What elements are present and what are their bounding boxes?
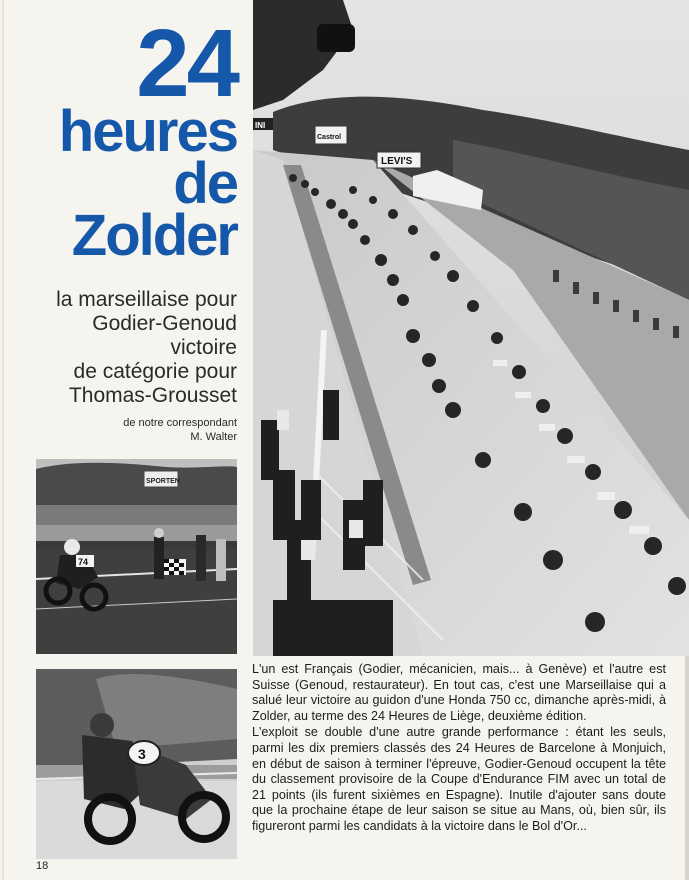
headline-word-zolder: Zolder bbox=[71, 203, 237, 268]
subtitle-line: la marseillaise pour bbox=[56, 288, 237, 311]
headline bbox=[58, 10, 237, 268]
subtitle-line: Thomas-Grousset bbox=[68, 384, 237, 407]
trackside-sign: SPORTEN bbox=[146, 478, 180, 485]
page-edge-left bbox=[2, 0, 4, 880]
headline-number: 24 bbox=[136, 10, 237, 117]
bike-number-b: 3 bbox=[138, 746, 146, 762]
article-paragraph: L'exploit se double d'une autre grande performance : étant les seuls, parmi les dix premiers classés des 24 Heures de Barcelone à Monjuich, en début de saison à terminer l'épreuve, Godier-Genoud occupent la tête du classement provisoire de la Coupe d'Endurance FIM avec un total de 21 points (ils furent sixièmes en Espagne). Inutile d'ajouter sans doute que la prochaine étape de leur saison se situe au Mans, où, bien sûr, ils figureront parmi les candidats à la victoire dans le Bol d'Or... bbox=[252, 725, 666, 833]
byline bbox=[123, 416, 237, 444]
photo-finish-flag-image bbox=[36, 459, 237, 654]
photo-rider-cornering-image bbox=[36, 669, 237, 859]
photo-rider-cornering bbox=[36, 669, 237, 859]
sign-castrol: Castrol bbox=[317, 134, 342, 141]
subtitle bbox=[0, 288, 237, 408]
byline-author: M. Walter bbox=[190, 431, 237, 443]
sign-ini: INI bbox=[255, 121, 266, 130]
main-photo-race-start bbox=[253, 0, 689, 656]
article-paragraph: L'un est Français (Godier, mécanicien, mais... à Genève) et l'autre est Suisse (Genoud, restaurateur). En tout cas, c'est une Marseillaise qui a salué leur victoire au guidon d'une Honda 750 cc, dimanche après-midi, à Zolder, au terme des 24 Heures de Liège, deuxième édition. bbox=[252, 662, 666, 723]
subtitle-line: de catégorie pour bbox=[73, 360, 237, 383]
main-photo-image bbox=[253, 0, 689, 656]
page-number: 18 bbox=[36, 860, 49, 872]
subtitle-line: victoire bbox=[170, 336, 237, 359]
photo-finish-flag bbox=[36, 459, 237, 654]
sign-levis: LEVI'S bbox=[381, 156, 413, 167]
subtitle-line: Godier-Genoud bbox=[92, 312, 237, 335]
checkered-flag bbox=[164, 559, 186, 575]
article-body bbox=[252, 662, 666, 836]
byline-role: de notre correspondant bbox=[123, 417, 237, 429]
headline-word-de: de bbox=[173, 151, 237, 216]
headline-word-heures: heures bbox=[58, 99, 237, 164]
bike-number-a: 74 bbox=[78, 557, 89, 567]
